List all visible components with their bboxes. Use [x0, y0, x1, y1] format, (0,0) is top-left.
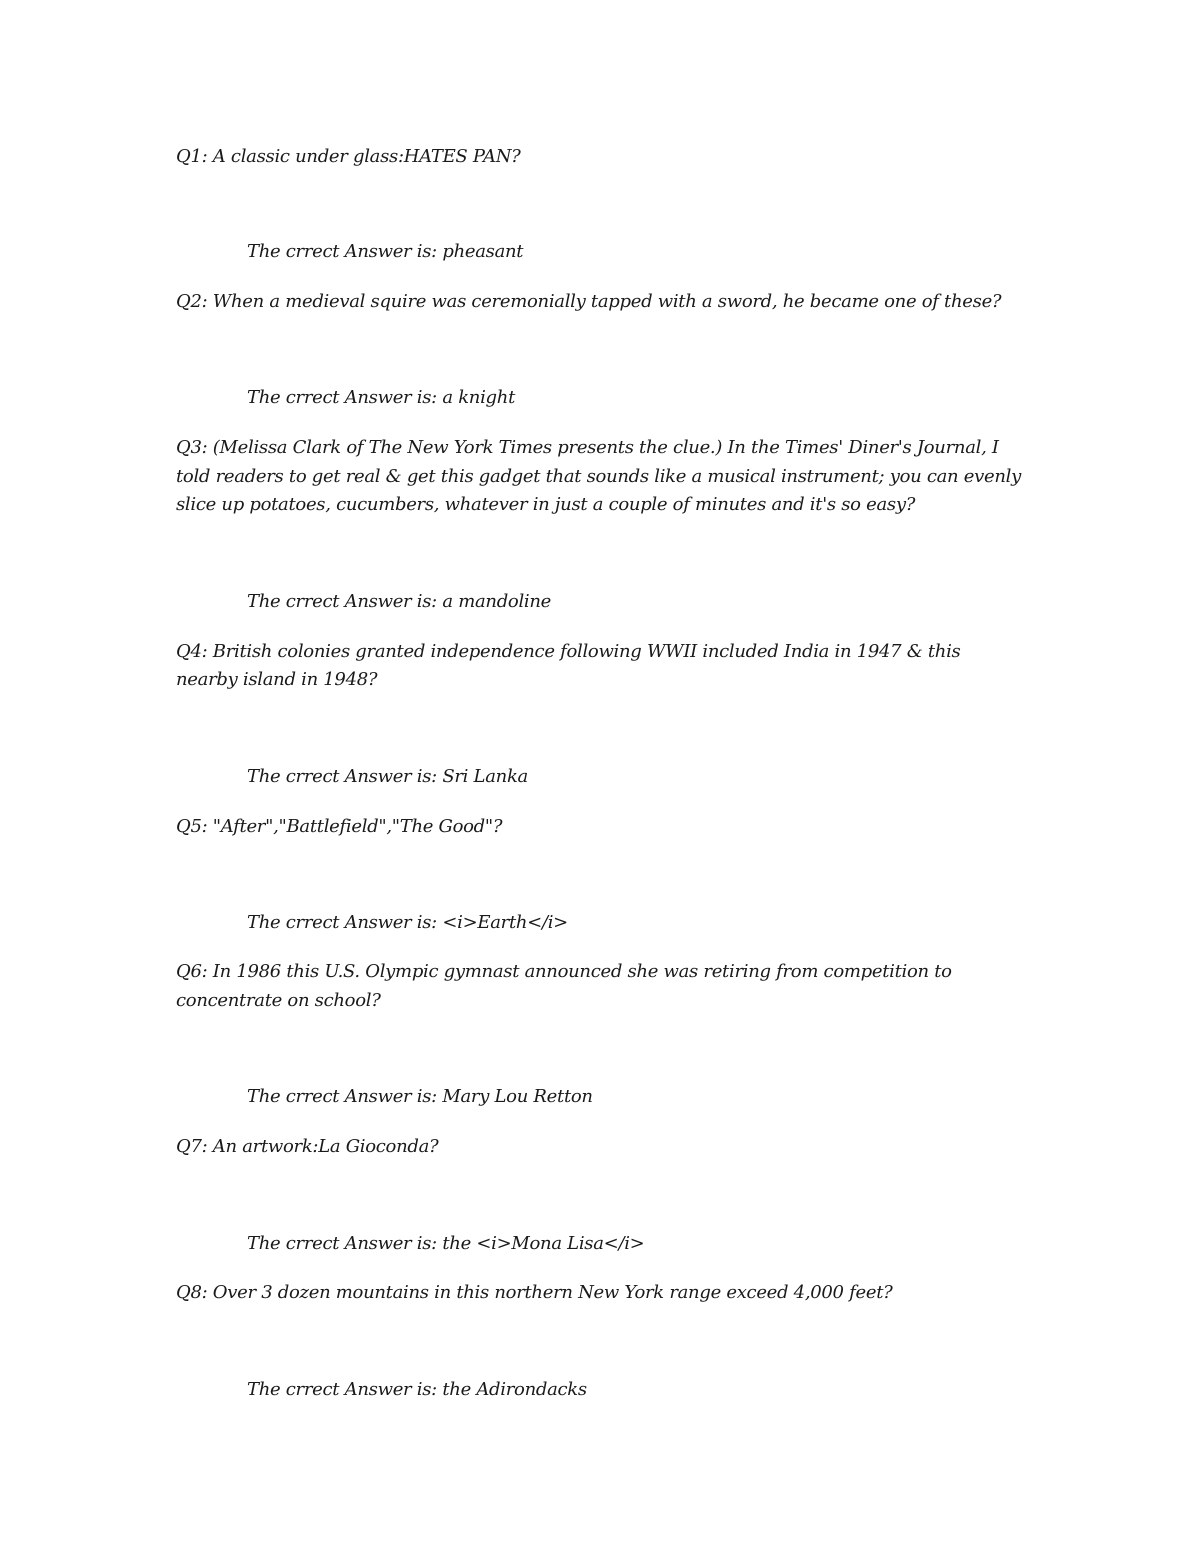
question-3-line-1: Q3: (Melissa Clark of The New York Times presents the clue.) In the Times' Diner's Journal, I [176, 437, 999, 458]
answer-1: The crrect Answer is: pheasant [247, 241, 524, 262]
answer-8: The crrect Answer is: the Adirondacks [247, 1379, 587, 1400]
answer-3: The crrect Answer is: a mandoline [247, 591, 552, 612]
answer-4: The crrect Answer is: Sri Lanka [247, 766, 528, 787]
question-2: Q2: When a medieval squire was ceremonially tapped with a sword, he became one of these? [176, 291, 1002, 312]
question-4-line-1: Q4: British colonies granted independence following WWII included India in 1947 & this [176, 641, 961, 662]
question-6-line-2: concentrate on school? [176, 990, 381, 1011]
answer-2: The crrect Answer is: a knight [247, 387, 516, 408]
question-1: Q1: A classic under glass:HATES PAN? [176, 146, 521, 167]
answer-6: The crrect Answer is: Mary Lou Retton [247, 1086, 593, 1107]
question-3-line-2: told readers to get real & get this gadget that sounds like a musical instrument; you can evenly [176, 466, 1021, 487]
question-6-line-1: Q6: In 1986 this U.S. Olympic gymnast announced she was retiring from competition to [176, 961, 952, 982]
question-3-line-3: slice up potatoes, cucumbers, whatever in just a couple of minutes and it's so easy? [176, 494, 916, 515]
question-5: Q5: "After","Battlefield","The Good"? [176, 816, 503, 837]
question-8: Q8: Over 3 dozen mountains in this northern New York range exceed 4,000 feet? [176, 1282, 893, 1303]
question-4-line-2: nearby island in 1948? [176, 669, 378, 690]
question-7: Q7: An artwork:La Gioconda? [176, 1136, 439, 1157]
answer-5: The crrect Answer is: <i>Earth</i> [247, 912, 568, 933]
answer-7: The crrect Answer is: the <i>Mona Lisa</i> [247, 1233, 645, 1254]
